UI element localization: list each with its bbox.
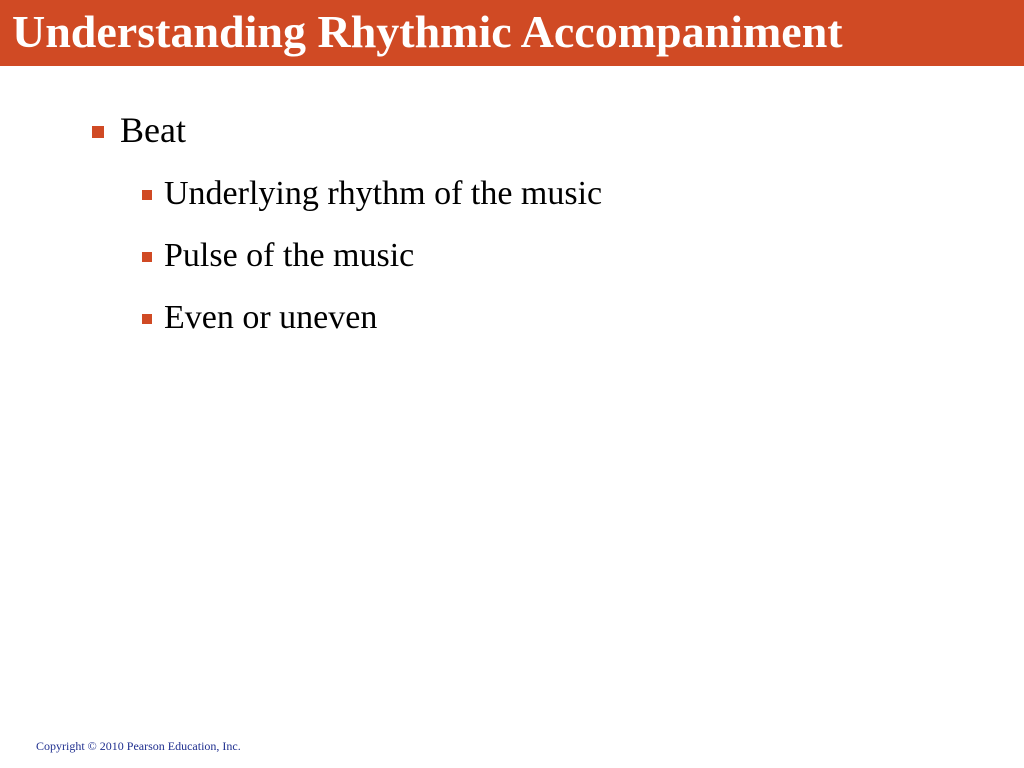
bullet-item-beat [92, 110, 186, 150]
sub-bullet-item [142, 237, 414, 275]
sub-bullet-text: Underlying rhythm of the music [164, 175, 603, 212]
square-bullet-icon [92, 126, 104, 138]
square-bullet-icon [142, 314, 152, 324]
sub-bullet-text: Even or uneven [164, 299, 378, 336]
sub-bullet-item [142, 299, 377, 337]
square-bullet-icon [142, 252, 152, 262]
slide-title: Understanding Rhythmic Accompaniment [12, 6, 843, 57]
copyright-footer: Copyright © 2010 Pearson Education, Inc. [36, 739, 241, 753]
square-bullet-icon [142, 190, 152, 200]
sub-bullet-item [142, 175, 602, 213]
sub-bullet-text: Pulse of the music [164, 237, 415, 274]
bullet-text: Beat [120, 110, 186, 150]
